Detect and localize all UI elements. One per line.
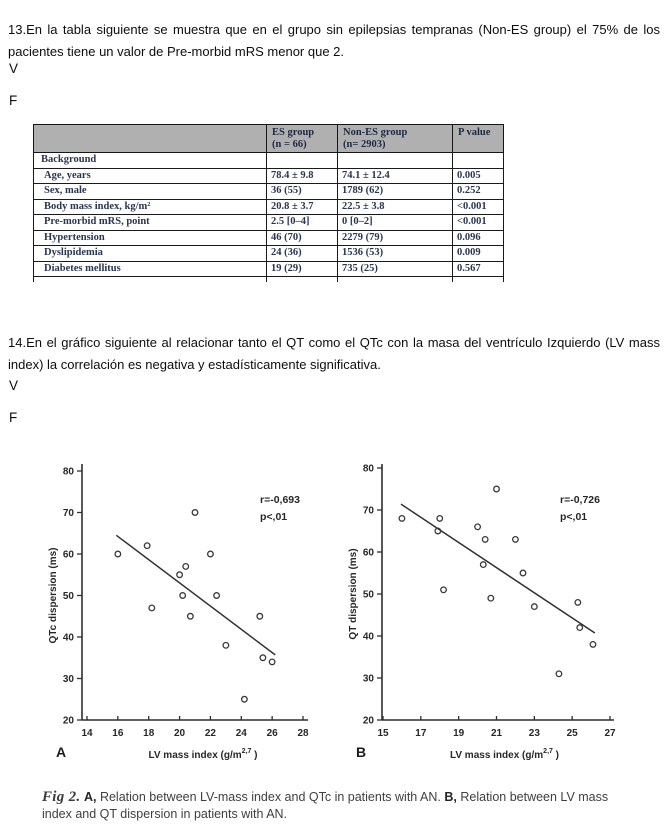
question-14-option-f[interactable]: F <box>9 410 18 425</box>
data-point <box>488 595 494 601</box>
row-value: <0.001 <box>453 215 504 231</box>
data-point <box>214 593 220 599</box>
x-tick-label: 18 <box>143 728 155 739</box>
y-tick-label: 60 <box>362 547 374 559</box>
data-point <box>482 537 488 543</box>
x-tick-label: 28 <box>297 728 309 739</box>
row-value: 19 (29) <box>267 261 338 277</box>
table-header-cell: Non-ES group (n= 2903) <box>338 125 453 153</box>
table-row <box>34 168 504 184</box>
x-tick-label: 26 <box>266 728 278 739</box>
y-tick-label: 80 <box>62 466 74 478</box>
panel-letter-a: A <box>56 744 67 760</box>
row-label: Body mass index, kg/m² <box>34 199 267 215</box>
table-header-cell: P value <box>453 125 504 153</box>
table-row <box>34 261 504 277</box>
row-value: 0.252 <box>453 184 504 200</box>
data-point <box>192 510 198 516</box>
y-tick-label: 60 <box>62 549 74 561</box>
y-tick-label: 20 <box>362 715 374 727</box>
x-tick-label: 15 <box>377 728 389 739</box>
y-axis-title: QT dispersion (ms) <box>348 548 359 640</box>
row-value: 0.009 <box>453 246 504 262</box>
data-point <box>257 613 263 619</box>
row-value <box>453 153 504 169</box>
x-tick-label: 16 <box>112 728 124 739</box>
row-value: 0 [0–2] <box>338 215 453 231</box>
row-value: 1536 (53) <box>338 246 453 262</box>
y-tick-label: 80 <box>362 463 374 475</box>
correlation-annotation: p<,01 <box>260 511 288 523</box>
x-tick-label: 27 <box>604 728 616 739</box>
x-tick-label: 19 <box>453 728 465 739</box>
table-row <box>34 199 504 215</box>
row-label: Background <box>34 153 267 169</box>
row-value <box>338 277 453 283</box>
correlation-annotation: p<,01 <box>560 511 588 523</box>
row-label: Hypertension <box>34 230 267 246</box>
figure-caption <box>42 789 636 824</box>
data-point <box>149 605 155 611</box>
y-tick-label: 30 <box>62 674 74 685</box>
data-point <box>208 551 214 557</box>
table-row <box>34 230 504 246</box>
table-cutoff-row <box>34 277 504 283</box>
row-value <box>453 277 504 283</box>
row-value: 74.1 ± 12.4 <box>338 168 453 184</box>
table-row <box>34 153 504 169</box>
data-point <box>242 696 248 702</box>
y-tick-label: 20 <box>62 715 74 727</box>
row-value <box>267 153 338 169</box>
table-header-row <box>34 125 504 153</box>
x-tick-label: 24 <box>235 728 247 739</box>
row-value: 20.8 ± 3.7 <box>267 199 338 215</box>
row-label: Age, years <box>34 168 267 184</box>
question-14-text: 14.En el gráfico siguiente al relacionar tanto el QT como el QTc con la masa del ventrículo Izquierdo (LV mass index) la correlación es negativa y estadísticamente significativa. <box>8 335 660 372</box>
scatter-chart-a <box>40 455 340 777</box>
row-value: 2.5 [0–4] <box>267 215 338 231</box>
row-label: Pre-morbid mRS, point <box>34 215 267 231</box>
question-13-option-f[interactable]: F <box>9 93 18 108</box>
row-value <box>34 277 267 283</box>
caption-part-a-label: A, <box>83 789 97 804</box>
row-value: 36 (55) <box>267 184 338 200</box>
row-value: 24 (36) <box>267 246 338 262</box>
data-point <box>115 551 121 557</box>
table-row <box>34 246 504 262</box>
regression-line <box>401 504 595 633</box>
x-axis-title: LV mass index ($g/m^{2,7}$ ) <box>449 748 560 761</box>
y-axis-title: QTc dispersion (ms) <box>48 547 59 644</box>
data-point <box>556 671 562 677</box>
caption-fig-label: Fig 2. <box>42 788 81 805</box>
x-tick-label: 17 <box>415 728 427 739</box>
comparison-table <box>33 124 504 282</box>
table-header-cell: ES group (n = 66) <box>267 125 338 153</box>
data-point <box>269 659 275 665</box>
question-14-option-v[interactable]: V <box>9 378 19 393</box>
correlation-annotation: r=-0,726 <box>560 494 600 506</box>
data-point <box>180 593 186 599</box>
table-row <box>34 184 504 200</box>
row-value: 0.096 <box>453 230 504 246</box>
data-point <box>520 570 526 576</box>
row-value: 1789 (62) <box>338 184 453 200</box>
x-axis-title: LV mass index ($g/m^{2,7}$ ) <box>148 748 258 761</box>
row-label: Sex, male <box>34 184 267 200</box>
x-tick-label: 25 <box>566 728 578 739</box>
table-row <box>34 215 504 231</box>
data-point <box>223 643 229 649</box>
data-point <box>437 516 443 522</box>
row-value: <0.001 <box>453 199 504 215</box>
correlation-annotation: r=-0,693 <box>260 494 300 506</box>
x-tick-label: 22 <box>204 728 216 739</box>
row-value <box>267 277 338 283</box>
data-point <box>480 562 486 568</box>
row-value: 46 (70) <box>267 230 338 246</box>
regression-line <box>116 535 275 655</box>
x-tick-label: 23 <box>528 728 540 739</box>
row-value: 78.4 ± 9.8 <box>267 168 338 184</box>
data-point <box>177 572 183 578</box>
y-tick-label: 70 <box>362 505 374 517</box>
data-point <box>441 587 447 593</box>
data-point <box>590 642 596 648</box>
row-value: 735 (25) <box>338 261 453 277</box>
row-value: 2279 (79) <box>338 230 453 246</box>
question-13-option-v[interactable]: V <box>9 61 19 76</box>
data-point <box>575 600 581 606</box>
scatter-chart-b <box>340 455 640 777</box>
caption-part-b-text: Relation between LV mass index and QT dispersion in patients with AN. <box>42 789 609 821</box>
data-point <box>260 655 266 661</box>
data-point <box>494 486 500 492</box>
data-point <box>475 524 481 530</box>
row-value: 22.5 ± 3.8 <box>338 199 453 215</box>
caption-part-a-text: Relation between LV-mass index and QTc in patients with AN. <box>99 789 441 804</box>
y-tick-label: 40 <box>62 632 74 644</box>
y-tick-label: 30 <box>362 673 374 685</box>
y-tick-label: 70 <box>62 508 74 519</box>
row-value <box>338 153 453 169</box>
row-label: Dyslipidemia <box>34 246 267 262</box>
y-tick-label: 50 <box>362 589 374 601</box>
data-point <box>577 625 583 631</box>
y-tick-label: 50 <box>62 591 74 602</box>
row-label: Diabetes mellitus <box>34 261 267 277</box>
row-value: 0.567 <box>453 261 504 277</box>
x-tick-label: 14 <box>81 728 93 739</box>
x-tick-label: 21 <box>490 728 503 739</box>
data-point <box>188 613 194 619</box>
y-tick-label: 40 <box>362 631 374 643</box>
question-13-text: 13.En la tabla siguiente se muestra que en el grupo sin epilepsias tempranas (Non-ES group) el 75% de los pacientes tiene un valor de Pre-morbid mRS menor que 2. <box>8 22 660 59</box>
panel-letter-b: B <box>356 744 367 760</box>
data-point <box>399 516 405 522</box>
caption-part-b-label: B, <box>444 789 457 804</box>
data-point <box>532 604 538 610</box>
x-tick-label: 20 <box>174 728 186 739</box>
table-header-cell <box>34 125 267 153</box>
row-value: 0.005 <box>453 168 504 184</box>
data-point <box>513 537 519 543</box>
data-point <box>144 543 150 549</box>
data-point <box>183 564 189 570</box>
